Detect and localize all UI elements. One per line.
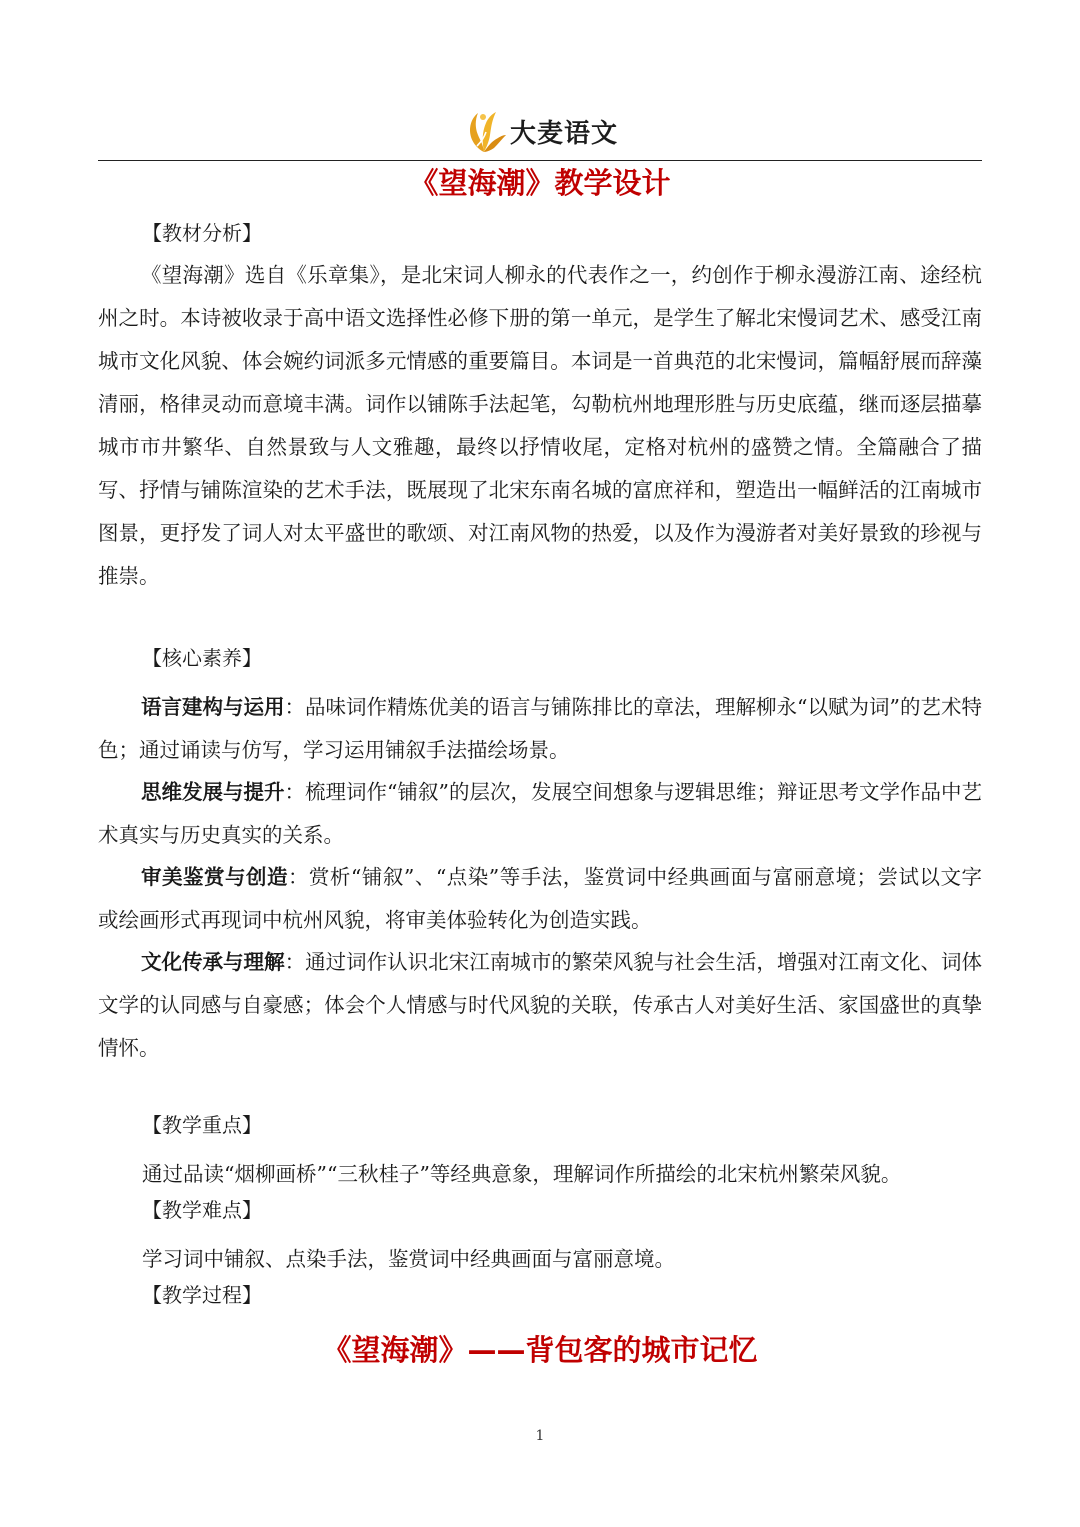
core-item-text: ：梳理词作“铺叙”的层次，发展空间想象与逻辑思维；辩证思考文学作品中艺术真实与历史真实的关系。 [98, 780, 983, 847]
core-item-aesthetic [98, 856, 982, 942]
core-item-text: ：赏析“铺叙”、“点染”等手法，鉴赏词中经典画面与富丽意境；尝试以文字或绘画形式再现词中杭州风貌，将审美体验转化为创造实践。 [98, 865, 983, 932]
core-item-label: 语言建构与运用 [141, 695, 285, 719]
core-item-culture [98, 941, 982, 1070]
page-number: 1 [535, 1428, 545, 1444]
key-point-text: 通过品读“烟柳画桥”“三秋桂子”等经典意象，理解词作所描绘的北宋杭州繁荣风貌。 [142, 1162, 902, 1186]
core-item-text: ：通过词作认识北宋江南城市的繁荣风貌与社会生活，增强对江南文化、词体文学的认同感与自豪感；体会个人情感与时代风貌的关联，传承古人对美好生活、家国盛世的真挚情怀。 [98, 950, 983, 1060]
core-item-label: 审美鉴赏与创造 [141, 865, 288, 889]
section-heading-material: 【教材分析】 [142, 221, 262, 245]
header-divider [98, 160, 982, 161]
difficulty-text: 学习词中铺叙、点染手法，鉴赏词中经典画面与富丽意境。 [142, 1247, 675, 1271]
section-heading-difficulty: 【教学难点】 [142, 1198, 262, 1222]
core-item-thinking [98, 771, 982, 857]
section-heading-core: 【核心素养】 [142, 646, 262, 670]
brand-name: 大麦语文 [510, 118, 619, 149]
core-item-label: 文化传承与理解 [141, 950, 285, 974]
core-item-language [98, 686, 982, 772]
core-item-label: 思维发展与提升 [141, 780, 285, 804]
page-title: 《望海潮》教学设计 [409, 166, 671, 200]
brand-logo [462, 106, 618, 156]
lesson-subtitle: 《望海潮》——背包客的城市记忆 [322, 1333, 758, 1367]
section-heading-key-point: 【教学重点】 [142, 1113, 262, 1137]
material-analysis-paragraph: 《望海潮》选自《乐章集》，是北宋词人柳永的代表作之一，约创作于柳永漫游江南、途经杭州之时。本诗被收录于高中语文选择性必修下册的第一单元，是学生了解北宋慢词艺术、感受江南城市文化风貌、体会婉约词派多元情感的重要篇目。本词是一首典范的北宋慢词，篇幅舒展而辞藻清丽，格律灵动而意境丰满。词作以铺陈手法起笔，勾勒杭州地理形胜与历史底蕴，继而逐层描摹城市市井繁华、自然景致与人文雅趣，最终以抒情收尾，定格对杭州的盛赞之情。全篇融合了描写、抒情与铺陈渲染的艺术手法，既展现了北宋东南名城的富庶祥和，塑造出一幅鲜活的江南城市图景，更抒发了词人对太平盛世的歌颂、对江南风物的热爱，以及作为漫游者对美好景致的珍视与推崇。 [98, 263, 982, 588]
wheat-logo-icon [462, 108, 506, 154]
core-item-text: ：品味词作精炼优美的语言与铺陈排比的章法，理解柳永“以赋为词”的艺术特色；通过诵读与仿写，学习运用铺叙手法描绘场景。 [98, 695, 983, 762]
section-heading-process: 【教学过程】 [142, 1283, 262, 1307]
